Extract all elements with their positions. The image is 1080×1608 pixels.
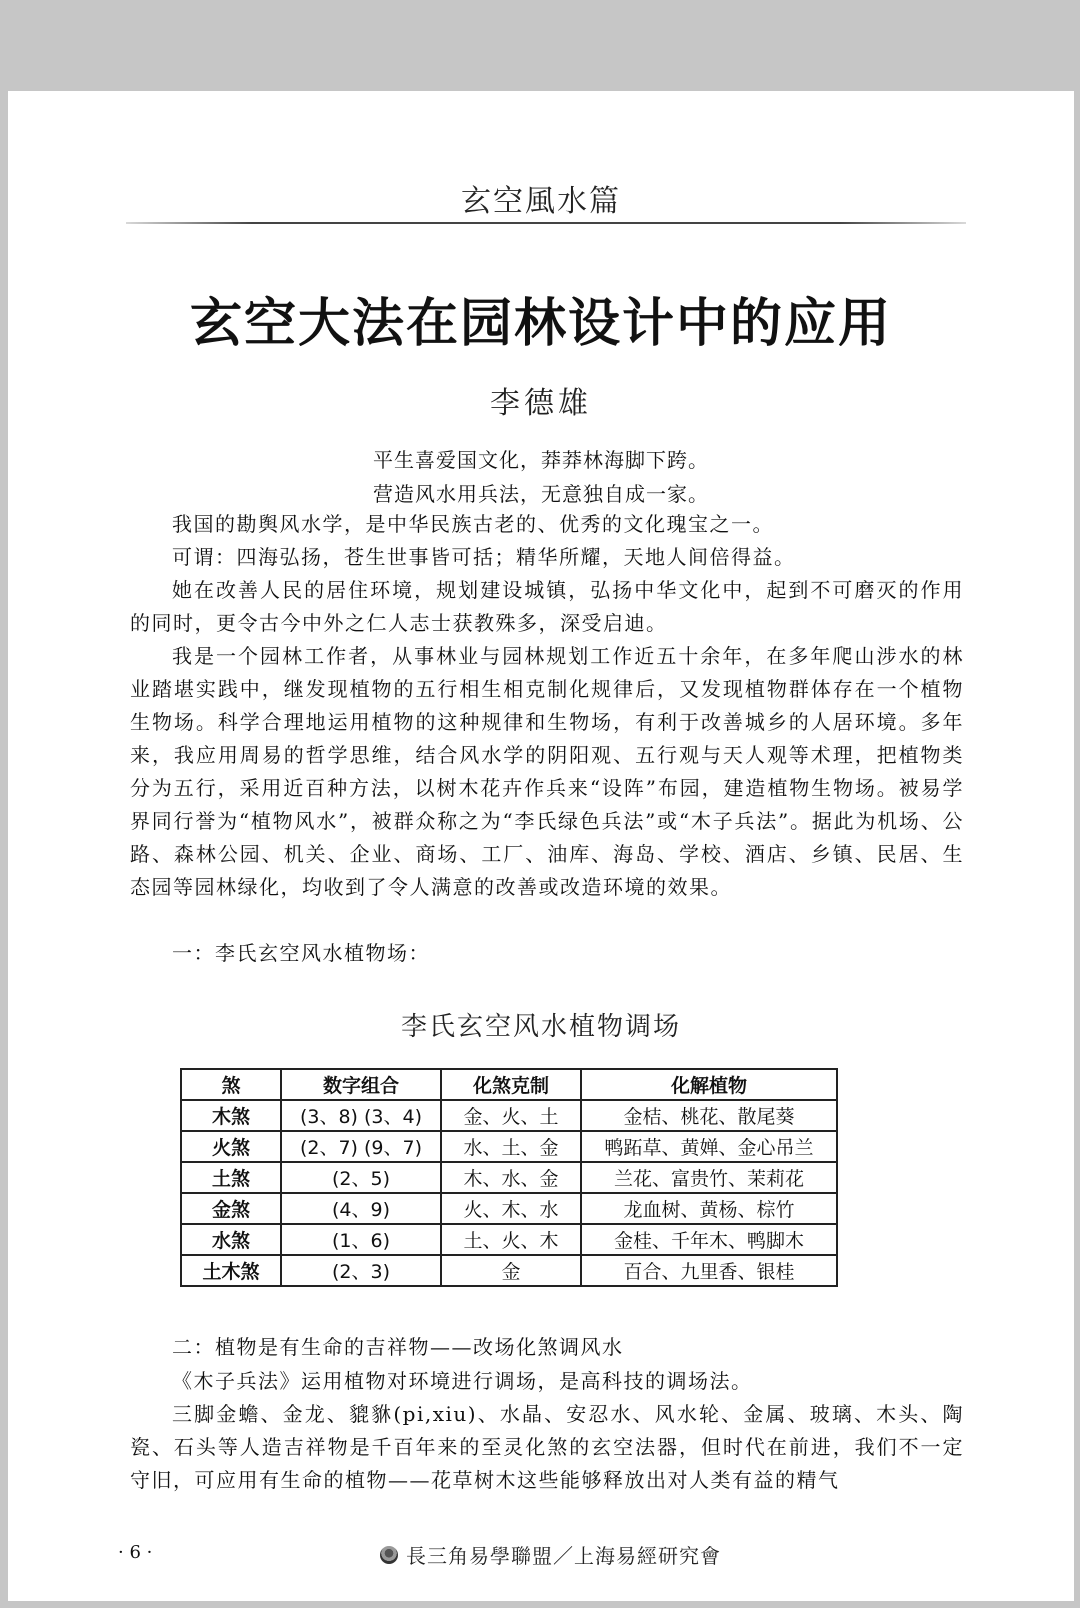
cell-numbers: (3、8) (3、4) [281, 1100, 441, 1131]
cell-counter: 木、水、金 [441, 1162, 581, 1193]
cell-counter: 金 [441, 1255, 581, 1286]
cell-plants: 鸭跖草、黄婵、金心吊兰 [581, 1131, 837, 1162]
cell-counter: 水、土、金 [441, 1131, 581, 1162]
cell-counter: 火、木、水 [441, 1193, 581, 1224]
poem-line-2: 营造风水用兵法，无意独自成一家。 [373, 482, 709, 506]
section-heading: 玄空風水篇 [461, 184, 621, 219]
paragraph-6: 三脚金蟾、金龙、貔貅(pi,xiu)、水晶、安忍水、风水轮、金属、玻璃、木头、陶瓷、石头等人造吉祥物是千百年来的至灵化煞的玄空法器，但时代在前进，我们不一定守旧，可应用有生命的植物——花草树木这些能够释放出对人类有益的精气 [130, 1402, 964, 1492]
table-row [181, 1255, 837, 1286]
header-plants: 化解植物 [581, 1069, 837, 1100]
cell-sha: 金煞 [181, 1193, 281, 1224]
paragraph-3: 她在改善人民的居住环境，规划建设城镇，弘扬中华文化中，起到不可磨灭的作用的同时，更令古今中外之仁人志士获教殊多，深受启迪。 [130, 578, 964, 635]
cell-plants: 兰花、富贵竹、茉莉花 [581, 1162, 837, 1193]
section-two-heading: 二：植物是有生命的吉祥物——改场化煞调风水 [172, 1335, 624, 1359]
page-number: · 6 · [118, 1542, 153, 1563]
poem-line-1: 平生喜爱国文化，莽莽林海脚下跨。 [373, 448, 709, 472]
table-row [181, 1131, 837, 1162]
cell-plants: 百合、九里香、银桂 [581, 1255, 837, 1286]
cell-numbers: (4、9) [281, 1193, 441, 1224]
paragraph-2: 可谓：四海弘扬，苍生世事皆可括；精华所耀，天地人间倍得益。 [172, 545, 796, 569]
document-page [8, 91, 1074, 1601]
publisher-name: 長三角易學聯盟／上海易經研究會 [406, 1544, 721, 1568]
table-row [181, 1224, 837, 1255]
header-sha: 煞 [181, 1069, 281, 1100]
plant-table [180, 1068, 838, 1287]
article-title: 玄空大法在园林设计中的应用 [189, 294, 892, 354]
cell-sha: 土木煞 [181, 1255, 281, 1286]
header-counter: 化煞克制 [441, 1069, 581, 1100]
cell-sha: 土煞 [181, 1162, 281, 1193]
paragraph-5: 《木子兵法》运用植物对环境进行调场，是高科技的调场法。 [172, 1369, 753, 1393]
cell-plants: 龙血树、黄杨、棕竹 [581, 1193, 837, 1224]
cell-sha: 火煞 [181, 1131, 281, 1162]
cell-counter: 土、火、木 [441, 1224, 581, 1255]
author-name: 李德雄 [490, 386, 592, 421]
table-header-row [181, 1069, 837, 1100]
table-title: 李氏玄空风水植物调场 [400, 1012, 681, 1042]
cell-numbers: (1、6) [281, 1224, 441, 1255]
paragraph-1: 我国的勘舆风水学，是中华民族古老的、优秀的文化瑰宝之一。 [172, 512, 774, 536]
cell-plants: 金桔、桃花、散尾葵 [581, 1100, 837, 1131]
cell-numbers: (2、7) (9、7) [281, 1131, 441, 1162]
cell-numbers: (2、3) [281, 1255, 441, 1286]
heading-rule [126, 222, 966, 224]
table-row [181, 1162, 837, 1193]
cell-sha: 水煞 [181, 1224, 281, 1255]
paragraph-4: 我是一个园林工作者，从事林业与园林规划工作近五十余年，在多年爬山涉水的林业踏堪实践中，继发现植物的五行相生相克制化规律后，又发现植物群体存在一个植物生物场。科学合理地运用植物的这种规律和生物场，有利于改善城乡的人居环境。多年来，我应用周易的哲学思维，结合风水学的阴阳观、五行观与天人观等术理，把植物类分为五行，采用近百种方法，以树木花卉作兵来“设阵”布园，建造植物生物场。被易学界同行誉为“植物风水”，被群众称之为“李氏绿色兵法”或“木子兵法”。据此为机场、公路、森林公园、机关、企业、商场、工厂、油库、海岛、学校、酒店、乡镇、民居、生态园等园林绿化，均收到了令人满意的改善或改造环境的效果。 [130, 644, 964, 899]
cell-plants: 金桂、千年木、鸭脚木 [581, 1224, 837, 1255]
table-row [181, 1193, 837, 1224]
header-numbers: 数字组合 [281, 1069, 441, 1100]
footer-publisher [380, 1540, 721, 1569]
section-one-label: 一：李氏玄空风水植物场： [172, 941, 430, 965]
cell-counter: 金、火、土 [441, 1100, 581, 1131]
publisher-logo-icon [380, 1546, 398, 1564]
cell-numbers: (2、5) [281, 1162, 441, 1193]
cell-sha: 木煞 [181, 1100, 281, 1131]
table-row [181, 1100, 837, 1131]
